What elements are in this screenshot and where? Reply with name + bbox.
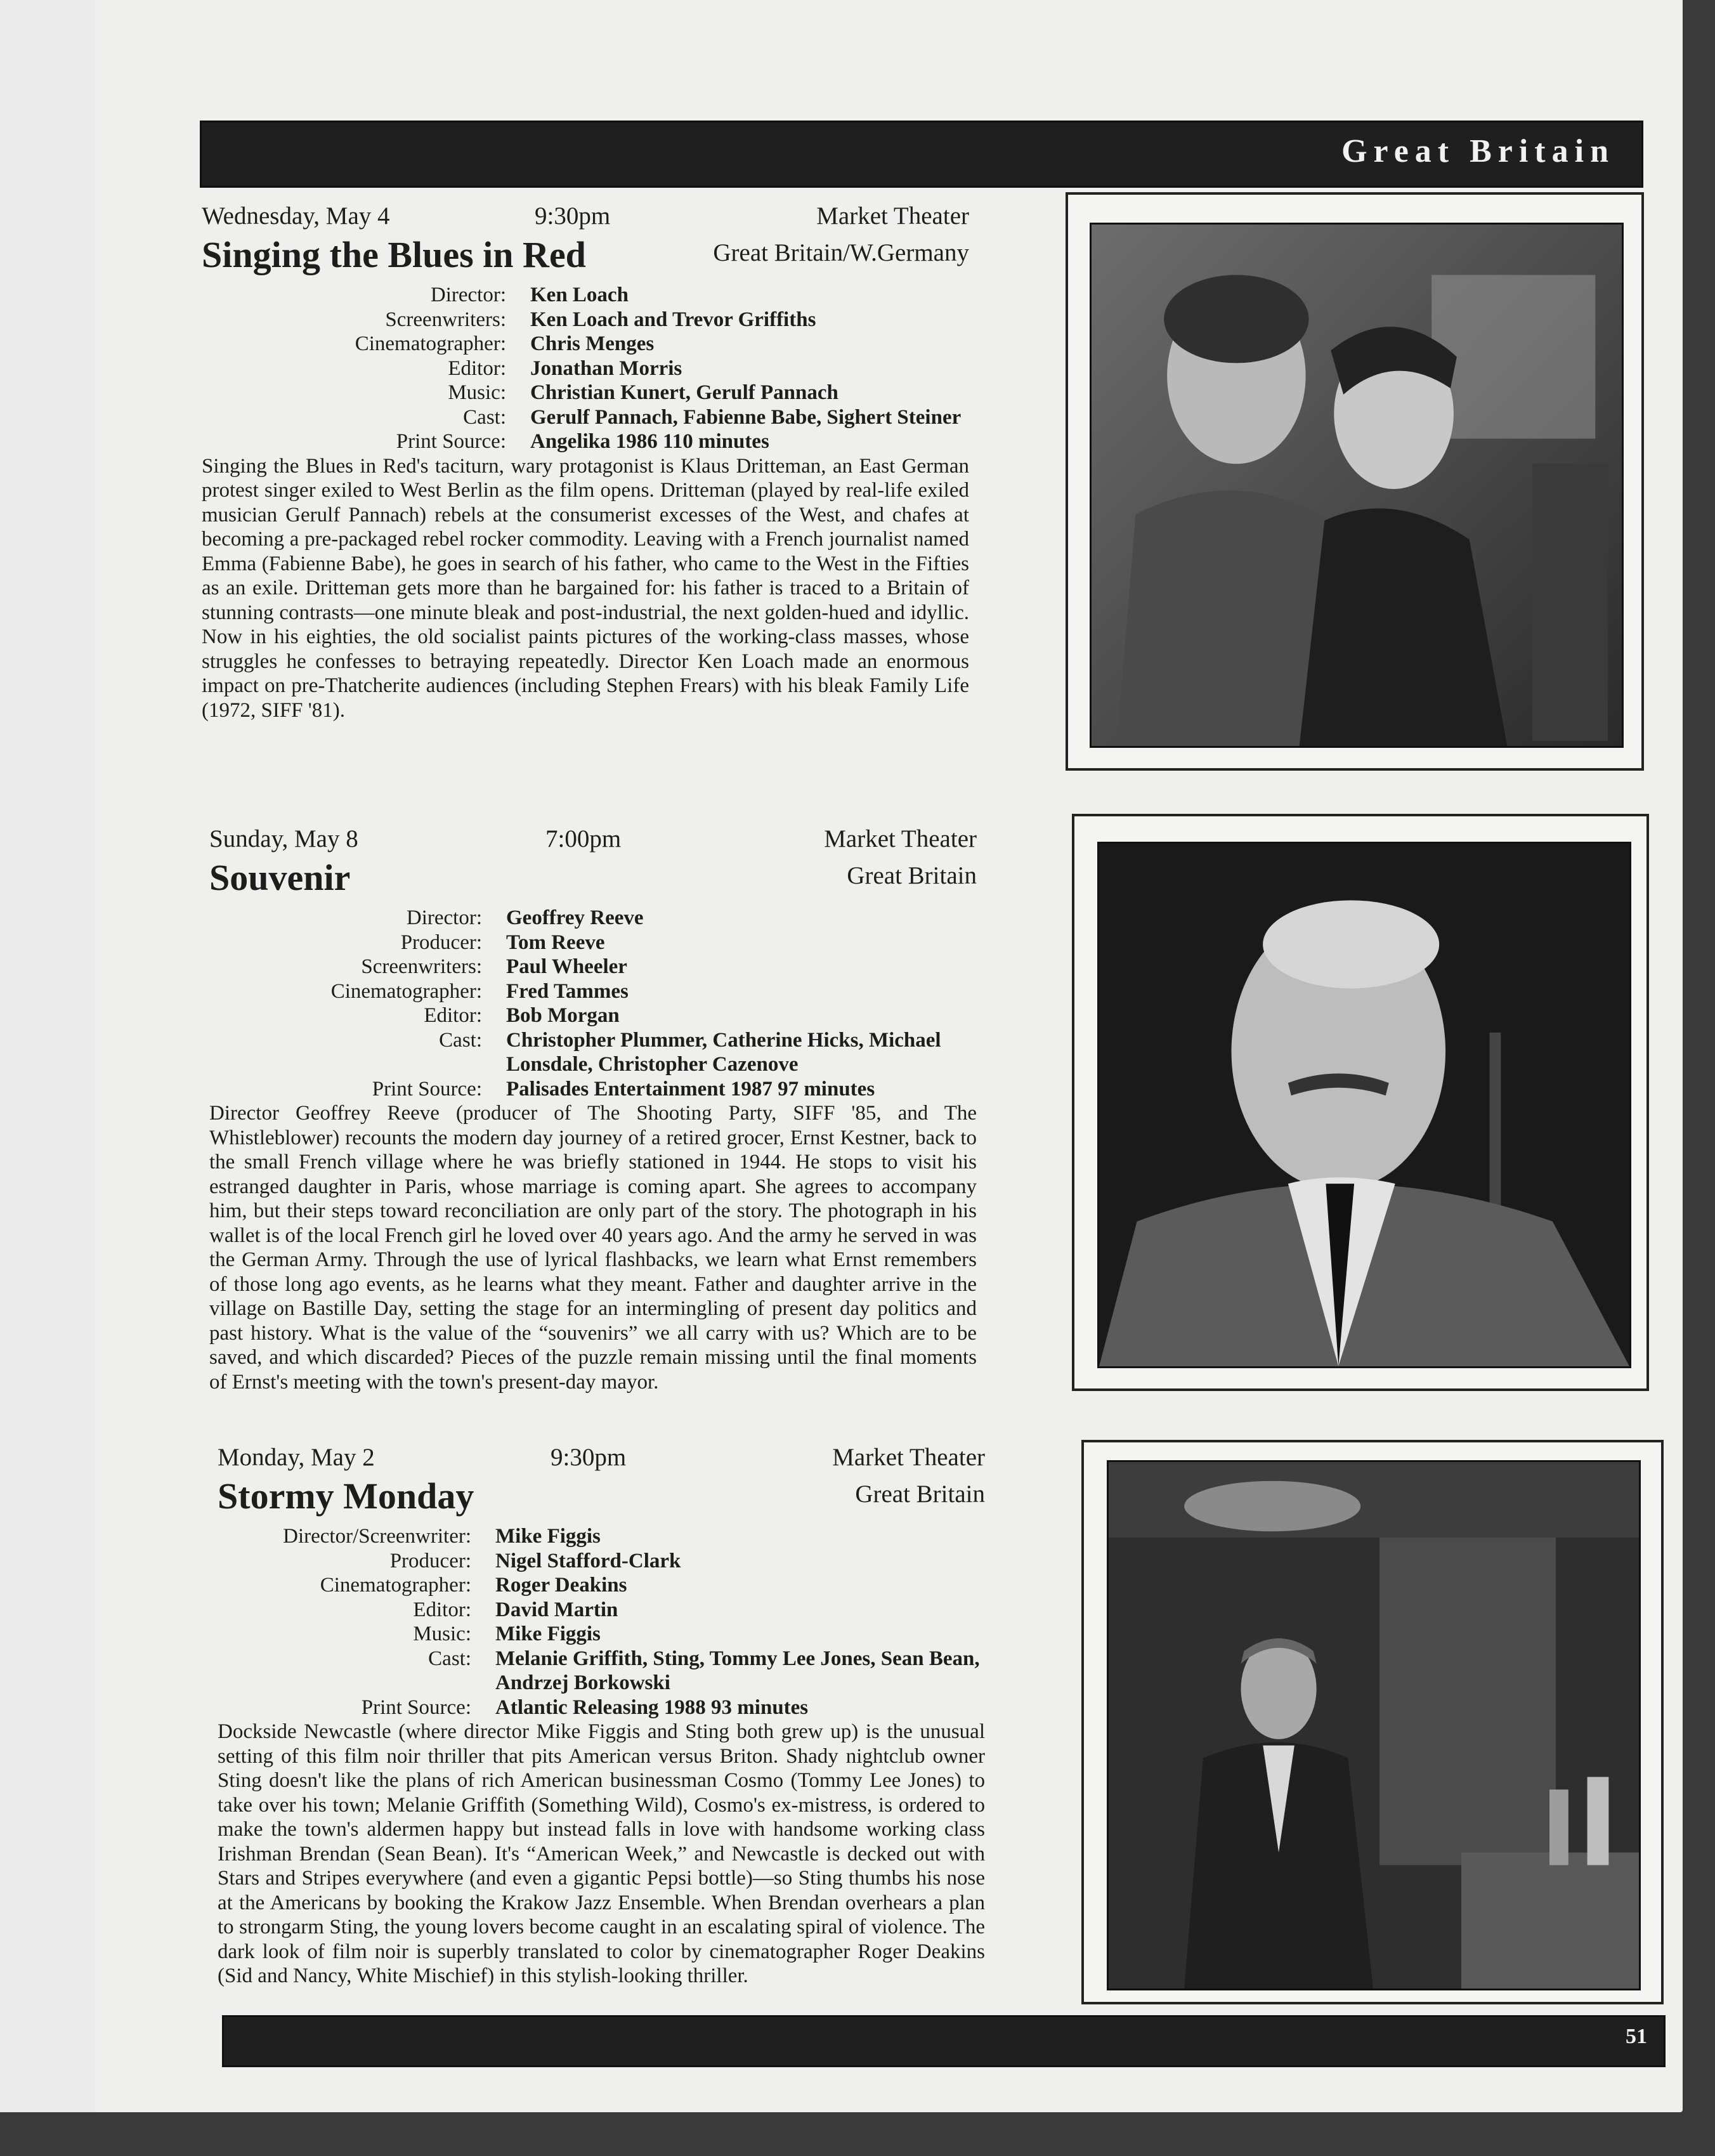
credit-row [218, 1598, 985, 1623]
credit-row [218, 1622, 985, 1647]
credit-role: Cast: [428, 1647, 471, 1670]
credit-value: Gerulf Pannach, Fabienne Babe, Sighert Steiner [530, 405, 962, 429]
credit-row [202, 308, 969, 332]
credit-row [218, 1524, 985, 1549]
credit-role: Editor: [448, 356, 506, 380]
credit-value: Nigel Stafford-Clark [495, 1549, 681, 1572]
credit-role: Cinematographer: [330, 979, 482, 1003]
film-synopsis: Director Geoffrey Reeve (producer of The Shooting Party, SIFF '85, and The Whistleblower) recounts the modern day journey of a retired grocer, Ernst Kestner, back to the small French village where he was briefly stationed in 1944. He stops to visit his estranged daughter in Paris, whose marriage is coming apart. She agrees to accompany him, but their steps toward reconciliation are only part of the story. The photograph in his wallet is of the local French girl he loved over 40 years ago. And the army he served in was the German Army. Through the use of lyrical flashbacks, we learn what Ernst remembers of those long ago events, as he learns what they meant. Father and daughter arrive in the village on Bastille Day, setting the stage for an intermingling of present day politics and past history. What is the value of the “souvenirs” we all carry with us? Which are to be saved, and which discarded? Pieces of the puzzle remain missing until the final moments of Ernst's meeting with the town's present-day mayor. [209, 1102, 977, 1394]
credit-value: Paul Wheeler [506, 955, 627, 978]
credit-role: Screenwriters: [385, 308, 506, 331]
photo-frame-souvenir [1072, 814, 1649, 1391]
credit-row [218, 1549, 985, 1574]
photo-frame-stormy-monday [1081, 1440, 1664, 2004]
credit-value: Atlantic Releasing 1988 93 minutes [495, 1695, 809, 1719]
credit-role: Print Source: [372, 1077, 482, 1101]
credit-role: Director/Screenwriter: [283, 1525, 471, 1548]
film-entry-singing-the-blues [202, 202, 969, 722]
credit-role: Producer: [400, 931, 482, 954]
film-title: Souvenir [209, 857, 351, 898]
credit-row [209, 1028, 977, 1077]
credit-role: Print Source: [361, 1695, 471, 1719]
credit-role: Editor: [413, 1598, 471, 1621]
credit-value: Bob Morgan [506, 1004, 620, 1027]
film-country: Great Britain [855, 1480, 985, 1508]
screening-date: Sunday, May 8 [209, 825, 358, 853]
credit-row [218, 1695, 985, 1720]
credit-role: Producer: [389, 1549, 471, 1572]
film-title: Stormy Monday [218, 1475, 474, 1517]
credit-role: Cast: [463, 405, 506, 429]
credits-list [218, 1524, 985, 1720]
screening-venue: Market Theater [816, 202, 969, 230]
credit-role: Cinematographer: [320, 1574, 471, 1597]
credit-value: Fred Tammes [506, 979, 629, 1003]
credit-role: Print Source: [396, 430, 506, 453]
credits-list [209, 906, 977, 1101]
credit-value: Ken Loach [530, 284, 629, 306]
page-number: 51 [1626, 2025, 1647, 2048]
credit-row [218, 1647, 985, 1695]
screening-venue: Market Theater [824, 825, 977, 853]
credit-value: Roger Deakins [495, 1574, 627, 1597]
credit-value: Palisades Entertainment 1987 97 minutes [506, 1077, 875, 1101]
credit-row [218, 1573, 985, 1598]
credit-value: David Martin [495, 1598, 618, 1621]
film-synopsis: Singing the Blues in Red's taciturn, wary protagonist is Klaus Dritteman, an East German protest singer exiled to West Berlin as the film opens. Dritteman (played by real-life exiled musician Gerulf Pannach) rebels at the consumerist excesses of the West, and chafes at becoming a pre-packaged rebel rocker commodity. Leaving with a French journalist named Emma (Fabienne Babe), he goes in search of his father, who came to the West in the Fifties as an exile. Dritteman gets more than he bargained for: his father is traced to a Britain of stunning contrasts—one minute bleak and post-industrial, the next golden-hued and idyllic. Now in his eighties, the old socialist paints pictures of the working-class masses, whose struggles he confesses to betraying repeatedly. Director Ken Loach made an enormous impact on pre-Thatcherite audiences (including Stephen Frears) with his bleak Family Life (1972, SIFF '81). [202, 454, 969, 722]
film-country: Great Britain [847, 862, 977, 889]
photo-frame-singing-the-blues [1066, 192, 1644, 771]
credit-role: Cast: [439, 1028, 482, 1052]
screening-date: Wednesday, May 4 [202, 202, 390, 230]
credit-role: Director: [430, 284, 506, 306]
credit-row [209, 906, 977, 931]
screening-time: 7:00pm [545, 825, 622, 853]
credit-value: Angelika 1986 110 minutes [530, 430, 769, 453]
credit-row [202, 405, 969, 430]
film-still-singing-the-blues [1090, 223, 1624, 748]
credit-value: Chris Menges [530, 332, 655, 355]
credit-row [209, 1077, 977, 1102]
film-still-stormy-monday [1107, 1460, 1641, 1990]
page-footer-bar [222, 2015, 1666, 2067]
film-country: Great Britain/W.Germany [713, 239, 969, 266]
credit-row [202, 356, 969, 381]
credit-value: Tom Reeve [506, 931, 605, 954]
film-entry-stormy-monday [218, 1443, 985, 1989]
credit-role: Music: [413, 1623, 471, 1645]
screening-date: Monday, May 2 [218, 1444, 375, 1471]
credit-row [202, 381, 969, 405]
credit-row [209, 1003, 977, 1028]
credits-list [202, 283, 969, 454]
credit-value: Melanie Griffith, Sting, Tommy Lee Jones, Sean Bean, Andrzej Borkowski [495, 1647, 980, 1694]
section-title: Great Britain [1341, 133, 1615, 169]
film-still-souvenir [1097, 842, 1631, 1368]
screening-time: 9:30pm [535, 202, 611, 230]
credit-role: Screenwriters: [361, 955, 482, 978]
film-entry-souvenir [209, 825, 977, 1394]
credit-row [209, 931, 977, 955]
credit-role: Music: [448, 381, 506, 404]
credit-role: Director: [406, 906, 482, 929]
credit-value: Christian Kunert, Gerulf Pannach [530, 381, 838, 404]
credit-role: Cinematographer: [355, 332, 506, 355]
credit-row [202, 283, 969, 308]
credit-row [202, 429, 969, 454]
credit-value: Geoffrey Reeve [506, 906, 644, 929]
credit-row [202, 332, 969, 356]
section-banner [200, 121, 1643, 188]
screening-time: 9:30pm [551, 1444, 627, 1471]
screening-venue: Market Theater [832, 1444, 985, 1471]
credit-role: Editor: [424, 1004, 482, 1027]
credit-value: Mike Figgis [495, 1525, 601, 1548]
credit-row [209, 955, 977, 979]
credit-value: Ken Loach and Trevor Griffiths [530, 308, 816, 331]
credit-row [209, 979, 977, 1004]
credit-value: Jonathan Morris [530, 356, 682, 380]
credit-value: Mike Figgis [495, 1623, 601, 1645]
film-title: Singing the Blues in Red [202, 234, 586, 275]
facing-page-edge [0, 0, 97, 2112]
credit-value: Christopher Plummer, Catherine Hicks, Michael Lonsdale, Christopher Cazenove [506, 1028, 941, 1076]
film-synopsis: Dockside Newcastle (where director Mike Figgis and Sting both grew up) is the unusual setting of this film noir thriller that pits American versus Briton. Shady nightclub owner Sting doesn't like the plans of rich American businessman Cosmo (Tommy Lee Jones) to take over his town; Melanie Griffith (Something Wild), Cosmo's ex-mistress, is ordered to make the town's aldermen happy but instead falls in love with handsome working class Irishman Brendan (Sean Bean). It's “American Week,” and Newcastle is decked out with Stars and Stripes everywhere (and even a gigantic Pepsi bottle)—so Sting thumbs his nose at the Americans by booking the Krakow Jazz Ensemble. When Brendan overhears a plan to strongarm Sting, the young lovers become caught in an escalating spiral of violence. The dark look of film noir is superbly translated to color by cinematographer Roger Deakins (Sid and Nancy, White Mischief) in this stylish-looking thriller. [218, 1720, 985, 1987]
